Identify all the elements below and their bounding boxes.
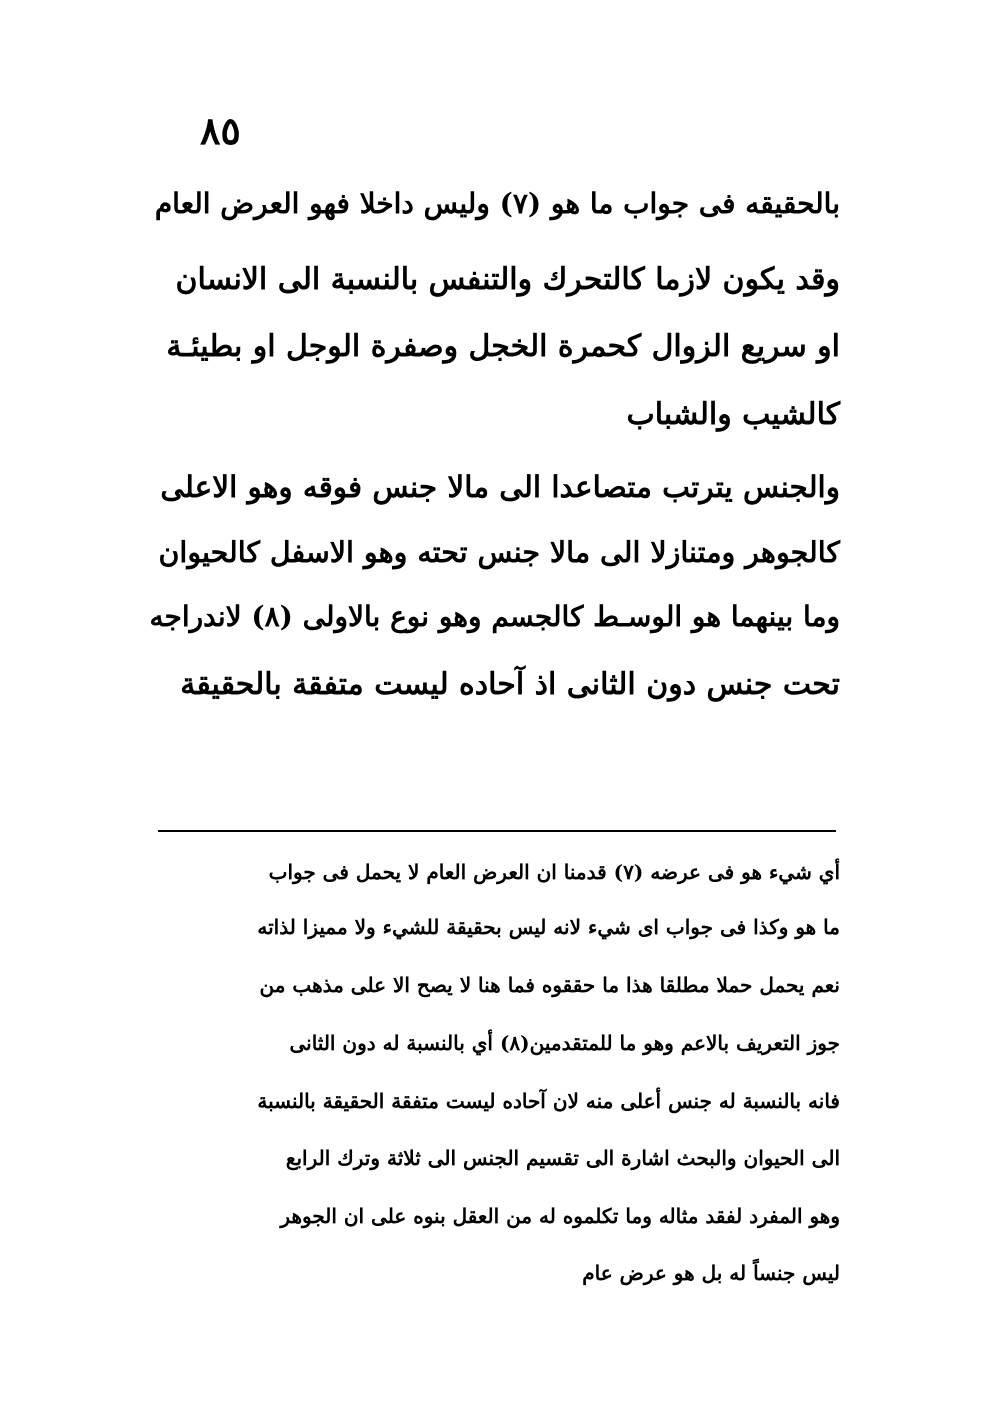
main-line: وقد يكون لازما كالتحرك والتنفس بالنسبة الى الانسان: [175, 262, 840, 297]
page-number: ٨٥: [200, 108, 241, 153]
footnote-line: جوز التعريف بالاعم وهو ما للمتقدمين(٨) أي بالنسبة له دون الثانى: [289, 1031, 840, 1055]
footnote-line: وهو المفرد لفقد مثاله وما تكلموه له من العقل بنوه على ان الجوهر: [280, 1204, 840, 1228]
main-line: بالحقيقه فى جواب ما هو (٧) وليس داخلا فهو العرض العام: [154, 187, 840, 220]
main-line: والجنس يترتب متصاعدا الى مالا جنس فوقه وهو الاعلى: [160, 469, 840, 504]
main-line: كالجوهر ومتنازلا الى مالا جنس تحته وهو الاسفل كالحيوان: [158, 535, 840, 569]
footnote-line: أي شيء هو فى عرضه (٧) قدمنا ان العرض العام لا يحمل فى جواب: [268, 860, 840, 884]
main-line: وما بينهما هو الوسـط كالجسم وهو نوع بالاولى (٨) لاندراجه: [149, 600, 840, 633]
footnote-line: الى الحيوان والبحث اشارة الى تقسيم الجنس الى ثلاثة وترك الرابع: [285, 1146, 840, 1170]
main-line: او سريع الزوال كحمرة الخجل وصفرة الوجل او بطيئـة: [166, 329, 840, 364]
footnote-line: نعم يحمل حملا مطلقا هذا ما حققوه فما هنا لا يصح الا على مذهب من: [259, 973, 840, 997]
footnotes: [150, 0, 840, 1403]
footnote-line: ليس جنساً له بل هو عرض عام: [582, 1261, 840, 1285]
main-line: تحت جنس دون الثانى اذ آحاده ليست متفقة بالحقيقة: [180, 667, 840, 702]
main-line: كالشيب والشباب: [626, 397, 840, 432]
footnote-line: فانه بالنسبة له جنس أعلى منه لان آحاده ليست متفقة الحقيقة بالنسبة: [257, 1089, 840, 1113]
footnote-line: ما هو وكذا فى جواب اى شيء لانه ليس بحقيقة للشيء ولا مميزا لذاته: [257, 915, 840, 939]
